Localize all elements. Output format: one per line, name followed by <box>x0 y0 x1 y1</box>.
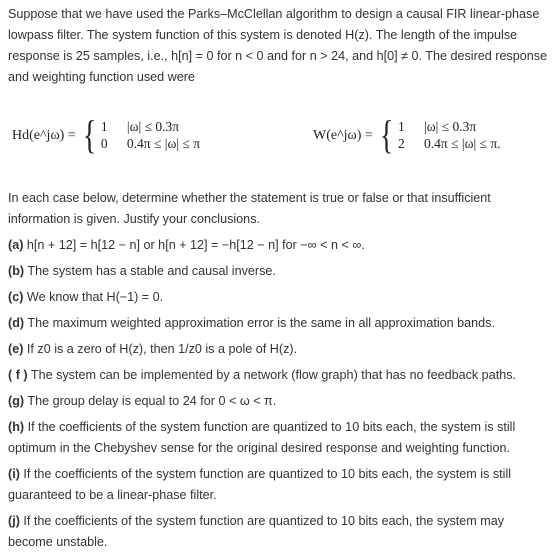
case-row <box>398 135 501 152</box>
question-item <box>8 391 548 412</box>
question-text: If z0 is a zero of H(z), then 1/z0 is a pole of H(z). <box>26 342 298 356</box>
question-text: If the coefficients of the system function are quantized to 10 bits each, the system is still optimum in the Chebyshev sense for the original desired response and weighting function. <box>8 420 516 455</box>
question-text: h[n + 12] = h[12 − n] or h[n + 12] = −h[12 − n] for −∞ < n < ∞. <box>26 238 365 252</box>
question-text: The maximum weighted approximation error is the same in all approximation bands. <box>27 316 495 330</box>
question-label: (i) <box>8 467 20 481</box>
equation-row <box>8 106 548 164</box>
question-item <box>8 339 548 360</box>
question-label: (j) <box>8 514 20 528</box>
weighting-function-equation <box>313 106 501 164</box>
desired-response-equation <box>12 106 200 164</box>
question-item <box>8 313 548 334</box>
desired-response-cases <box>101 118 200 152</box>
left-brace: { <box>379 112 394 157</box>
question-item <box>8 235 548 256</box>
question-item <box>8 261 548 282</box>
case-value: 1 <box>398 119 405 134</box>
question-item <box>8 511 548 553</box>
left-brace: { <box>82 112 97 157</box>
case-row <box>398 118 501 135</box>
question-item <box>8 287 548 308</box>
question-text: If the coefficients of the system function are quantized to 10 bits each, the system is still guaranteed to be a linear-phase filter. <box>8 467 512 502</box>
question-label: (e) <box>8 342 24 356</box>
case-condition: 0.4π ≤ |ω| ≤ π <box>126 136 201 151</box>
case-condition: 0.4π ≤ |ω| ≤ π. <box>424 136 501 151</box>
question-label: (c) <box>8 290 24 304</box>
case-value: 0 <box>100 136 108 151</box>
question-label: (b) <box>8 264 25 278</box>
question-label: (g) <box>8 394 25 408</box>
question-label: (d) <box>8 316 25 330</box>
problem-document <box>8 4 548 553</box>
problem-intro: Suppose that we have used the Parks–McClellan algorithm to design a causal FIR linear-phase lowpass filter. The system function of this system is denoted H(z). The length of the impulse response is 25 samples, i.e., h[n] = 0 for n < 0 and for n > 24, and h[0] ≠ 0. The desired response and weighting function used were <box>8 7 548 84</box>
question-label: ( f ) <box>8 368 28 382</box>
case-row <box>101 118 200 135</box>
question-text: The system has a stable and causal inverse. <box>27 264 276 278</box>
desired-response-lhs: Hd(e^jω) = <box>12 127 76 143</box>
question-text: We know that H(−1) = 0. <box>26 290 164 304</box>
case-row <box>101 135 200 152</box>
instructions: In each case below, determine whether the statement is true or false or that insufficient information is given. Justify your conclusions. <box>8 191 491 226</box>
case-value: 1 <box>100 119 108 134</box>
question-text: If the coefficients of the system function are quantized to 10 bits each, the system may become unstable. <box>8 514 505 549</box>
question-text: The system can be implemented by a network (flow graph) that has no feedback paths. <box>30 368 516 382</box>
question-item <box>8 464 548 506</box>
weighting-function-lhs: W(e^jω) = <box>313 127 373 143</box>
question-label: (a) <box>8 238 24 252</box>
question-item <box>8 417 548 459</box>
case-value: 2 <box>398 136 405 151</box>
weighting-function-cases <box>398 118 501 152</box>
case-condition: |ω| ≤ 0.3π <box>126 119 180 134</box>
case-condition: |ω| ≤ 0.3π <box>424 119 477 134</box>
question-item <box>8 365 548 386</box>
question-text: The group delay is equal to 24 for 0 < ω < π. <box>27 394 277 408</box>
question-label: (h) <box>8 420 25 434</box>
